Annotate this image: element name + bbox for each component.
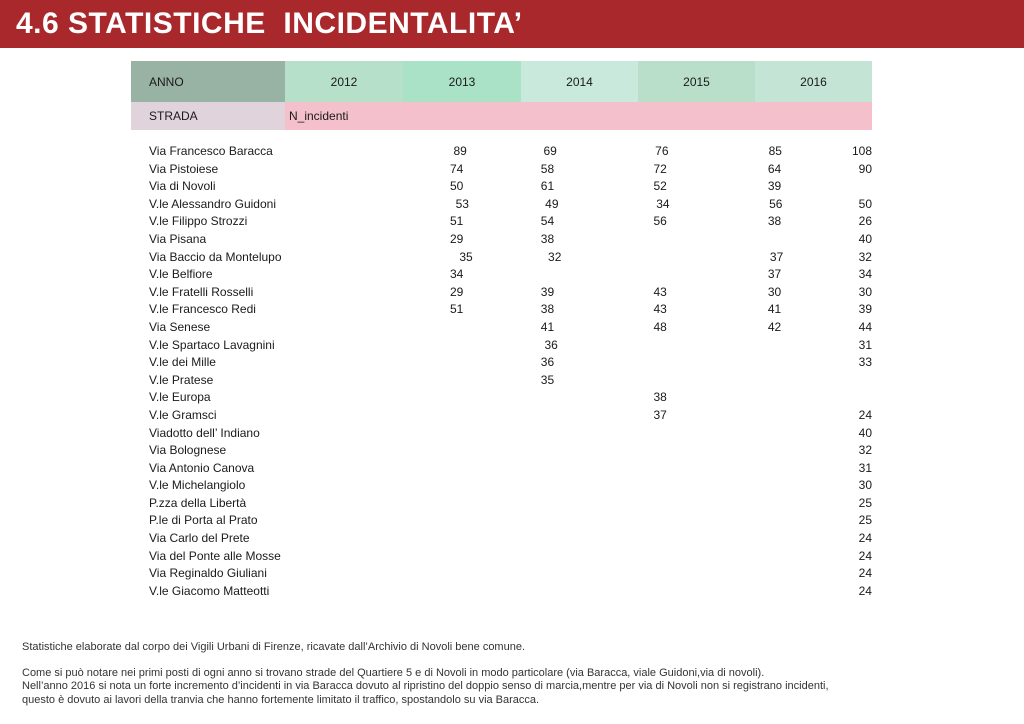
source-note: Statistiche elaborate dal corpo dei Vigili Urbani di Firenze, ricavate dall’Archivio di Novoli bene comune.: [22, 641, 526, 653]
incident-count-2014: [554, 354, 667, 372]
incident-count-2012: [268, 565, 464, 583]
incident-count-2012: [275, 337, 468, 355]
incident-count-2015: [667, 442, 781, 460]
incident-count-2015: [667, 512, 781, 530]
incident-count-2012: [268, 477, 464, 495]
table-row: [131, 372, 872, 390]
incident-count-2014: [554, 512, 667, 530]
incident-count-2012: 51: [449, 214, 464, 229]
incident-count-2015: 85: [768, 144, 782, 158]
incident-count-2015: [671, 548, 783, 566]
year-2012-header: 2012: [285, 61, 403, 102]
incident-count-2016: [781, 178, 872, 196]
incident-count-2013: [463, 407, 554, 425]
street-name: Viadotto dell’ Indiano: [149, 425, 260, 440]
incident-count-2014: 48: [653, 319, 667, 334]
incident-count-2012: [268, 530, 464, 548]
incident-count-2012: [269, 583, 464, 601]
street-name: Via Baccio da Montelupo: [149, 249, 282, 264]
incident-count-2013: [463, 530, 554, 548]
street-name: Via Pistoiese: [149, 161, 219, 176]
incident-count-2013: 58: [540, 161, 555, 176]
incident-count-2015: 42: [767, 319, 782, 334]
street-name: V.le Francesco Redi: [149, 302, 256, 317]
table-row: [131, 231, 872, 249]
incident-count-2015: 38: [767, 214, 782, 229]
incident-count-2014: [561, 249, 671, 267]
incident-count-2013: [463, 266, 554, 284]
incident-count-2013: [472, 548, 561, 566]
incident-count-2016: 24: [858, 407, 872, 422]
incident-count-2014: [555, 583, 667, 601]
table-row: [131, 583, 872, 601]
note-line-3: questo è dovuto ai lavori della tranvia che hanno fortemente limitato il traffico, spostandolo su via Baracca.: [22, 693, 540, 706]
incident-count-2015: [667, 565, 781, 583]
street-name: Via Senese: [149, 319, 211, 334]
incident-count-2014: 52: [653, 179, 667, 194]
incident-count-2012: 34: [449, 267, 464, 282]
incident-count-2016: 31: [858, 337, 873, 352]
street-name: P.le di Porta al Prato: [149, 513, 258, 528]
incident-count-2013: [463, 495, 554, 513]
incident-count-2013: 61: [540, 179, 555, 194]
street-name: Via Reginaldo Giuliani: [149, 566, 267, 581]
table-row: [131, 530, 872, 548]
incident-count-2012: [268, 372, 464, 390]
incident-count-2016: 108: [851, 144, 872, 158]
incident-count-2015: [667, 495, 781, 513]
incident-count-2012: 50: [449, 179, 464, 194]
street-name: V.le Belfiore: [149, 267, 213, 282]
street-name: V.le Alessandro Guidoni: [149, 196, 276, 211]
incident-count-2012: [268, 460, 464, 478]
incident-count-2016: 30: [858, 478, 872, 493]
table-row: [131, 495, 872, 513]
note-line-2: Nell’anno 2016 si nota un forte incremento d’incidenti in via Baracca dovuto al ripristino del doppio senso di marcia,mentre per via di Novoli non si registrano incidenti,: [22, 680, 829, 692]
table-row: [131, 319, 872, 337]
statistics-table-header: [131, 61, 872, 130]
street-name: Via Bolognese: [149, 443, 227, 458]
incident-count-2012: 51: [449, 302, 464, 317]
incident-count-2013: 39: [540, 284, 555, 299]
incident-count-2016: 32: [858, 443, 872, 458]
incident-count-2015: 64: [767, 161, 782, 176]
incident-count-2012: [281, 548, 472, 566]
incident-count-2015: [667, 425, 781, 443]
incident-count-2012: [268, 425, 464, 443]
incident-count-2014: [554, 425, 667, 443]
street-name: Via di Novoli: [149, 179, 216, 194]
incident-count-2016: 24: [858, 531, 872, 546]
incident-count-2014: 76: [655, 144, 669, 158]
incident-count-2013: 69: [543, 144, 557, 158]
incident-count-2012: 29: [449, 284, 464, 299]
incident-count-2014: 43: [653, 284, 667, 299]
table-row: [131, 143, 872, 161]
incident-count-2013: 38: [540, 231, 555, 246]
street-name: V.le Filippo Strozzi: [149, 214, 248, 229]
incident-count-2014: 43: [653, 302, 667, 317]
table-row: [131, 284, 872, 302]
street-name: Via Pisana: [149, 231, 207, 246]
incident-count-2013: [463, 477, 554, 495]
incident-count-2014: [561, 548, 671, 566]
incident-count-2015: 37: [767, 267, 782, 282]
street-name: Via Carlo del Prete: [149, 531, 250, 546]
strada-header-row: [131, 102, 872, 130]
incident-count-2013: 49: [545, 196, 559, 211]
incident-count-2016: 34: [858, 267, 872, 282]
street-name: Via Francesco Baracca: [149, 144, 273, 158]
incident-count-2015: [667, 530, 781, 548]
incident-count-2012: 53: [455, 196, 469, 211]
incident-count-2016: 90: [858, 161, 872, 176]
table-row: [131, 213, 872, 231]
incident-count-2015: [667, 583, 781, 601]
incident-count-2012: 35: [459, 249, 473, 264]
incident-count-2013: 54: [540, 214, 555, 229]
table-row: [131, 460, 872, 478]
incident-count-2016: 39: [858, 302, 872, 317]
table-row: [131, 249, 872, 267]
incident-count-2014: 34: [656, 196, 670, 211]
incident-count-2013: 38: [540, 302, 555, 317]
incident-count-2012: [268, 495, 464, 513]
year-2014-header: 2014: [521, 61, 638, 102]
year-2016-header: 2016: [755, 61, 872, 102]
incident-count-2015: 30: [767, 284, 782, 299]
incident-count-2015: [667, 477, 781, 495]
incident-count-2016: 25: [858, 495, 872, 510]
incident-count-2014: [554, 530, 667, 548]
incident-count-2016: [781, 372, 872, 390]
year-2013-header: 2013: [403, 61, 521, 102]
incident-count-2014: [554, 372, 667, 390]
incident-count-2014: 56: [653, 214, 667, 229]
table-row: [131, 196, 872, 214]
anno-header-cell: ANNO: [131, 61, 285, 102]
incident-count-2015: [667, 389, 781, 407]
incident-count-2014: [554, 231, 667, 249]
table-row: [131, 389, 872, 407]
incident-count-2012: [268, 354, 464, 372]
incident-count-2014: 72: [653, 161, 667, 176]
incident-count-2015: 56: [769, 196, 783, 211]
incident-count-2014: [554, 460, 667, 478]
incident-count-2012: [268, 319, 464, 337]
incident-count-2012: [268, 389, 464, 407]
incident-count-2014: [554, 442, 667, 460]
incident-count-2013: 36: [544, 337, 558, 352]
footer-notes: [22, 641, 982, 707]
incident-count-2013: [463, 442, 554, 460]
year-2015-header: 2015: [638, 61, 755, 102]
incident-count-2016: 44: [858, 319, 872, 334]
street-name: Via del Ponte alle Mosse: [149, 548, 281, 563]
incident-count-2013: [463, 512, 554, 530]
incident-count-2016: 25: [858, 513, 872, 528]
table-row: [131, 301, 872, 319]
incident-count-2016: 31: [858, 460, 872, 475]
incident-count-2015: 41: [767, 302, 782, 317]
incident-count-2016: 30: [858, 284, 872, 299]
table-row: [131, 266, 872, 284]
table-row: [131, 337, 872, 355]
table-row: [131, 407, 872, 425]
incident-count-2016: 40: [858, 425, 872, 440]
incident-count-2014: 37: [653, 407, 667, 422]
incident-count-2012: 89: [453, 144, 467, 158]
table-row: [131, 178, 872, 196]
incident-count-2012: 74: [449, 161, 464, 176]
incident-count-2016: 24: [858, 548, 873, 563]
incident-count-2012: [268, 512, 464, 530]
incident-count-2014: [554, 565, 667, 583]
street-name: V.le Gramsci: [149, 407, 217, 422]
incident-count-2015: [669, 337, 782, 355]
incident-count-2016: 24: [858, 566, 872, 581]
year-header-row: [131, 61, 872, 102]
street-name: V.le Europa: [149, 390, 211, 405]
incident-count-2014: 38: [653, 390, 667, 405]
incident-count-2016: 24: [858, 583, 872, 598]
incident-count-2013: [463, 565, 554, 583]
incident-count-2016: [781, 389, 872, 407]
incident-count-2015: [667, 231, 781, 249]
street-name: Via Antonio Canova: [149, 460, 255, 475]
incident-count-2014: [554, 477, 667, 495]
incident-count-2015: [667, 460, 781, 478]
table-row: [131, 477, 872, 495]
incident-count-2014: [554, 266, 667, 284]
incident-count-2015: [667, 372, 781, 390]
incident-count-2013: 35: [540, 372, 555, 387]
incident-count-2012: [268, 442, 464, 460]
incident-count-2016: 26: [858, 214, 872, 229]
incident-count-2015: 39: [767, 179, 782, 194]
street-name: P.zza della Libertà: [149, 495, 247, 510]
table-row: [131, 425, 872, 443]
table-row: [131, 354, 872, 372]
street-name: V.le dei Mille: [149, 355, 216, 370]
incident-count-2012: 29: [449, 231, 464, 246]
street-name: V.le Michelangiolo: [149, 478, 246, 493]
note-line-1: Come si può notare nei primi posti di ogni anno si trovano strade del Quartiere 5 e di Novoli in modo particolare (via Baracca, viale Guidoni,via di novoli).: [22, 666, 765, 679]
table-row: [131, 161, 872, 179]
table-row: [131, 548, 872, 566]
incident-count-2014: [558, 337, 669, 355]
statistics-table-body: [131, 143, 872, 600]
header-bar: [0, 0, 1024, 48]
incident-count-2016: 40: [858, 231, 872, 246]
strada-header-cell: STRADA: [131, 102, 285, 130]
metric-header-cell: N_incidenti: [289, 109, 349, 123]
table-row: [131, 565, 872, 583]
street-name: V.le Spartaco Lavagnini: [149, 337, 275, 352]
incident-count-2016: 32: [858, 249, 872, 264]
incident-count-2013: 36: [540, 355, 555, 370]
table-row: [131, 512, 872, 530]
incident-count-2013: [464, 583, 555, 601]
incident-count-2015: 37: [769, 249, 784, 264]
street-name: V.le Fratelli Rosselli: [149, 284, 254, 299]
street-name: V.le Giacomo Matteotti: [149, 583, 270, 598]
incident-count-2016: 33: [858, 355, 872, 370]
incident-count-2013: 32: [548, 249, 562, 264]
street-name: V.le Pratese: [149, 372, 214, 387]
incident-count-2015: [667, 407, 781, 425]
incident-count-2013: [463, 389, 554, 407]
incident-count-2013: [463, 460, 554, 478]
incident-count-2013: 41: [540, 319, 555, 334]
incident-count-2014: [554, 495, 667, 513]
incident-count-2013: [463, 425, 554, 443]
incident-count-2016: 50: [858, 196, 873, 211]
incident-count-2012: [268, 407, 464, 425]
page-title: 4.6 STATISTICHE INCIDENTALITA’: [16, 7, 523, 40]
table-row: [131, 442, 872, 460]
incident-count-2015: [667, 354, 781, 372]
